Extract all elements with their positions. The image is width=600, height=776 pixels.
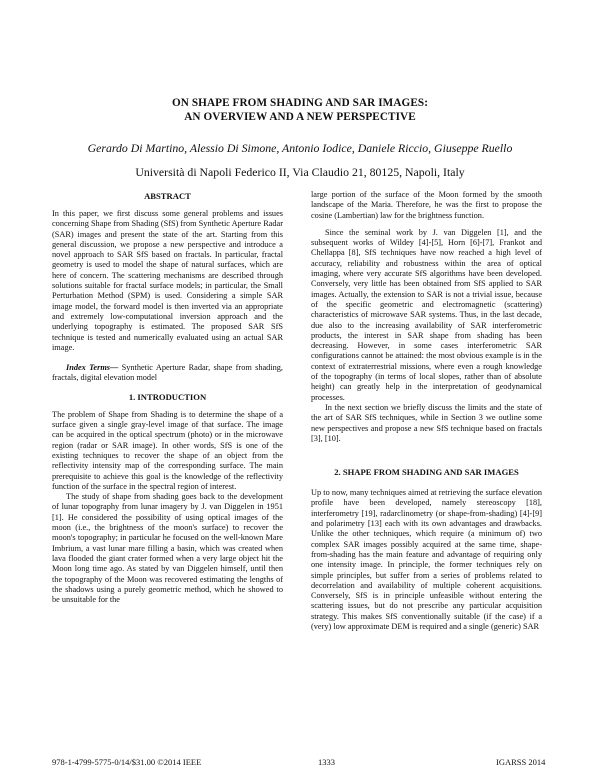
abstract-heading: ABSTRACT	[144, 191, 191, 201]
section-1-paragraph-2-continued: large portion of the surface of the Moon formed by the smooth landscape of the Maria. Therefore, he was the first to propose the cosine (Lambertian) law for the brightness function.	[311, 190, 542, 220]
footer-page-number: 1333	[318, 757, 335, 767]
page-footer	[0, 757, 600, 769]
abstract-text: In this paper, we first discuss some general problems and issues concerning Shape from Shading (SfS) from Synthetic Aperture Radar (SAR) images and present the state of the art. Starting from this general discussion, we propose a new perspective and introduce a novel approach to SAR SfS based on fractals. In particular, fractal geometry is used to model the shape of natural surfaces, which are here of concern. The scattering mechanisms are described through solutions suitable for fractal surface models; in particular, the Small Perturbation Method (SPM) is used. Considering a simple SAR image model, the forward model is then inverted via an appropriate and extremely low-computational inversion approach and the underlying topography is estimated. The proposed SAR SfS technique is tested and numerically evaluated using an actual SAR image.	[52, 209, 283, 352]
affiliation: Università di Napoli Federico II, Via Claudio 21, 80125, Napoli, Italy	[135, 165, 465, 179]
footer-venue: IGARSS 2014	[496, 757, 546, 767]
title-line-1: ON SHAPE FROM SHADING AND SAR IMAGES:	[171, 97, 429, 109]
index-terms	[52, 363, 283, 384]
section-1-paragraph-2: The study of shape from shading goes back to the development of lunar topography from lunar imagery by J. van Diggelen in 1951 [1]. He considered the possibility of using optical images of the moon (i.e., the brightness of the moon's surface) to recover the moon's topography; in particular he focused on the well-known Mare Imbrium, a vast lunar mare filling a basin, which was created when lava flooded the giant crater formed when a very large object hit the Moon long time ago. As stated by van Diggelen himself, until then the topography of the Moon was recovered estimating the lengths of the shadows using a purely geometric method, which he showed to be unsuitable for the	[52, 492, 283, 605]
footer-isbn: 978-1-4799-5775-0/14/$31.00 ©2014 IEEE	[52, 757, 202, 767]
title-line-2: AN OVERVIEW AND A NEW PERSPECTIVE	[184, 111, 416, 123]
section-1-paragraph-4: In the next section we briefly discuss the limits and the state of the art of SAR SfS techniques, while in Section 3 we outline some new perspectives and propose a new SfS technique based on fractals [3], [10].	[311, 402, 542, 443]
section-2-paragraph-1: Up to now, many techniques aimed at retrieving the surface elevation profile have been developed, namely stereoscopy [18], interferometry [19], radarclinometry (or shape-from-shading) [4]-[9] and polarimetry [13] each with its own advantages and drawbacks. Unlike the other techniques, which require (a minimum of) two complex SAR images possibly acquired at the same time, shape-from-shading has the main feature and advantage of requiring only one intensity image. In principle, the former techniques rely on simple principles, but suffer from a series of problems related to decorrelation and availability of multiple coherent acquisitions. Conversely, SfS is in principle unfeasible without entering the scattering issues, but do not prescribe any particular acquisition strategy. This makes SfS conventionally suitable (if the case) if a (very) low approximate DEM is required and a single (generic) SAR	[311, 488, 542, 631]
section-1-paragraph-1: The problem of Shape from Shading is to determine the shape of a surface given a single gray-level image of that surface. The image can be acquired in the optical spectrum (photo) or in the microwave region (radar or SAR image). In other words, SfS is one of the existing techniques to recover the shape of an object from the reflectivity intensity map of the corresponding surface. The main prerequisite to achieve this goal is the knowledge of the reflectivity function of the surface in the spectral region of interest.	[52, 409, 283, 491]
section-1-heading: 1. INTRODUCTION	[128, 391, 207, 402]
index-terms-label: Index Terms—	[66, 363, 119, 373]
section-1-paragraph-3: Since the seminal work by J. van Diggelen [1], and the subsequent works of Wildey [4]-[5], Horn [6]-[7], Frankot and Chellappa [8], SfS techniques have now reached a high level of accuracy, reliability and robustness within the area of optical imaging, where very accurate SfS algorithms have been developed. Conversely, very little has been obtained from SfS applied to SAR images. Actually, the extension to SAR is not a trivial issue, because of the specific geometric and electromagnetic (scattering) characteristics of microwave SAR systems. Thus, in the last decade, due also to the increasing availability of SAR interferometric products, the interest in SAR shape from shading has been decreasing. However, in some cases interferometric SAR configurations cannot be attained: the most obvious example is in the context of extraterrestrial missions, where even a rough knowledge of the topography (in terms of local slopes, rather than of absolute height) can greatly help in the interpretation of geodynamical processes.	[311, 227, 542, 402]
section-2-heading: 2. SHAPE FROM SHADING AND SAR IMAGES	[334, 467, 519, 478]
right-column	[311, 190, 542, 632]
authors: Gerardo Di Martino, Alessio Di Simone, Antonio Iodice, Daniele Riccio, Giuseppe Ruello	[87, 141, 513, 155]
paper-title	[0, 96, 600, 124]
left-column	[52, 190, 283, 605]
index-terms-text: Synthetic Aperture Radar, shape from shading, fractals, digital elevation model	[52, 363, 283, 383]
